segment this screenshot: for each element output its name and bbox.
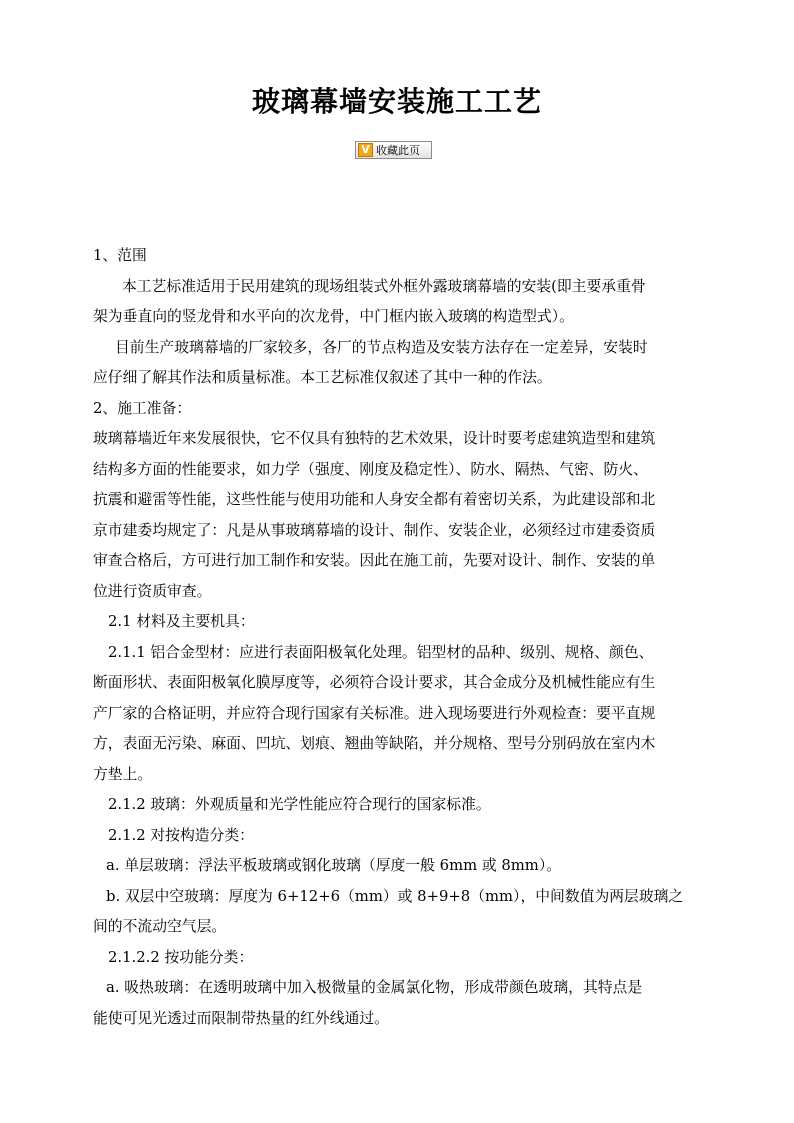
text-line: 审查合格后，方可进行加工制作和安装。因此在施工前，先要对设计、制作、安装的单 bbox=[93, 552, 656, 569]
text-line: 结构多方面的性能要求，如力学（强度、刚度及稳定性）、防水、隔热、气密、防火、 bbox=[93, 460, 648, 478]
text-line: 2.1.2.2 按功能分类： bbox=[108, 948, 254, 966]
text-line: 京市建委均规定了：凡是从事玻璃幕墙的设计、制作、安装企业，必须经过市建委资质 bbox=[93, 521, 656, 539]
text-line: 抗震和避雷等性能，这些性能与使用功能和人身安全都有着密切关系，为此建设部和北 bbox=[93, 491, 656, 508]
text-line: 方垫上。 bbox=[93, 765, 153, 783]
favorite-button-label: 收藏此页 bbox=[376, 144, 420, 157]
text-line: 位进行资质审查。 bbox=[93, 582, 212, 600]
text-line: 本工艺标准适用于民用建筑的现场组装式外框外露玻璃幕墙的安装(即主要承重骨 bbox=[122, 277, 646, 295]
text-line: b. 双层中空玻璃：厚度为 6+12+6（mm）或 8+9+8（mm），中间数值为两层玻璃之 bbox=[106, 887, 684, 905]
text-line: 架为垂直向的竖龙骨和水平向的次龙骨，中门框内嵌入玻璃的构造型式）。 bbox=[93, 308, 574, 325]
favorite-button[interactable] bbox=[355, 141, 432, 159]
text-line: 断面形状、表面阳极氧化膜厚度等，必须符合设计要求，其合金成分及机械性能应有生 bbox=[93, 674, 656, 691]
text-line: 应仔细了解其作法和质量标准。本工艺标准仅叙述了其中一种的作法。 bbox=[93, 369, 552, 386]
text-line: 2.1.2 对按构造分类： bbox=[108, 826, 254, 844]
text-line: 2、施工准备： bbox=[93, 399, 192, 417]
text-line: 方，表面无污染、麻面、凹坑、划痕、翘曲等缺陷，并分规格、型号分别码放在室内木 bbox=[93, 735, 656, 752]
text-line: 2.1 材料及主要机具： bbox=[108, 613, 255, 630]
text-line: 2.1.1 铝合金型材：应进行表面阳极氧化处理。铝型材的品种、级别、规格、颜色、 bbox=[108, 643, 654, 661]
text-line: 能使可见光透过而限制带热量的红外线通过。 bbox=[93, 1009, 389, 1027]
text-line: 目前生产玻璃幕墙的厂家较多，各厂的节点构造及安装方法存在一定差异，安装时 bbox=[115, 338, 648, 356]
text-line: 间的不流动空气层。 bbox=[93, 918, 227, 935]
bookmark-icon: V bbox=[358, 143, 373, 157]
document-body bbox=[93, 241, 701, 1034]
text-line: a. 单层玻璃：浮法平板玻璃或钢化玻璃（厚度一般 6mm 或 8mm）。 bbox=[106, 857, 562, 874]
page-title: 玻璃幕墙安装施工工艺 bbox=[251, 85, 542, 118]
text-line: 产厂家的合格证明，并应符合现行国家有关标准。进入现场要进行外观检查：要平直规 bbox=[93, 704, 656, 722]
text-line: 2.1.2 玻璃：外观质量和光学性能应符合现行的国家标准。 bbox=[108, 796, 491, 813]
text-line: 玻璃幕墙近年来发展很快，它不仅具有独特的艺术效果，设计时要考虑建筑造型和建筑 bbox=[93, 430, 656, 447]
text-line: 1、范围 bbox=[93, 247, 147, 264]
text-line: a. 吸热玻璃：在透明玻璃中加入极微量的金属氯化物，形成带颜色玻璃，其特点是 bbox=[106, 979, 643, 996]
